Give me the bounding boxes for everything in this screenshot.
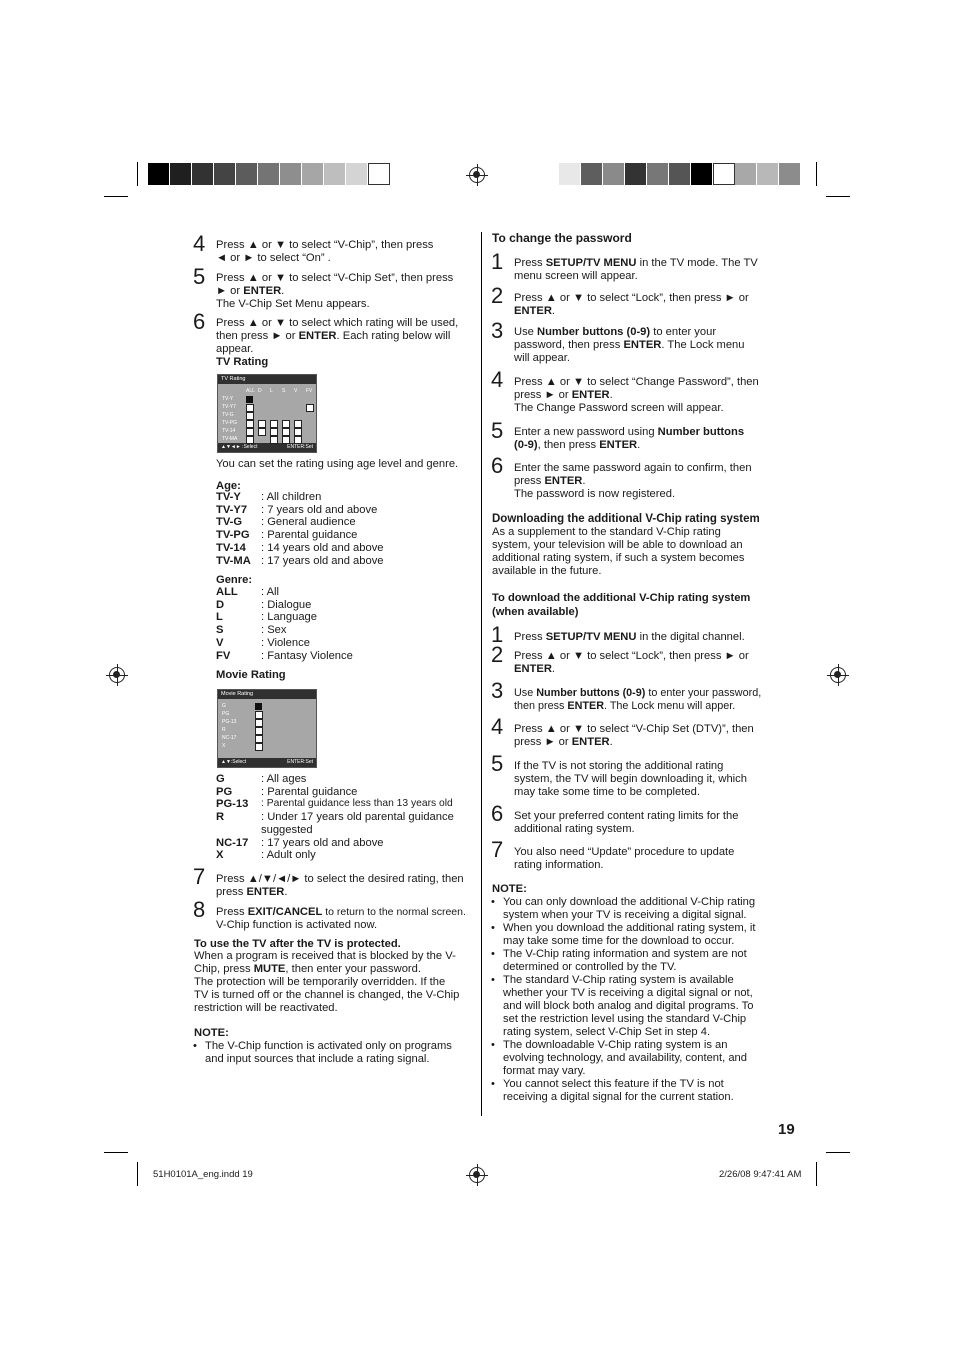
screen-row-label: TV-14 bbox=[222, 428, 236, 434]
screen-row-label: X bbox=[222, 743, 226, 749]
crop-mark bbox=[137, 162, 138, 186]
list-item bbox=[216, 624, 353, 637]
step-text: Press ▲ or ▼ to select “Lock”, then press ► or ENTER. bbox=[514, 292, 749, 317]
footer-file: 51H0101A_eng.indd 19 bbox=[153, 1169, 253, 1180]
note-item: • You cannot select this feature if the TV is not receiving a digital signal for the current station. bbox=[490, 1078, 780, 1104]
list-key: TV-G bbox=[216, 516, 243, 529]
list-item bbox=[216, 637, 353, 650]
lock-icon bbox=[255, 711, 263, 719]
download-heading: Downloading the additional V-Chip rating system bbox=[492, 513, 760, 525]
lock-icon bbox=[282, 420, 290, 428]
step-number: 6 bbox=[491, 453, 504, 478]
list-item bbox=[216, 786, 454, 799]
screen-col-label: S bbox=[282, 388, 286, 394]
lock-icon bbox=[270, 436, 278, 444]
screen-row-label: G bbox=[222, 703, 226, 709]
screen-col-label: D bbox=[258, 388, 262, 394]
screen-footer-select: ▲▼◄► :Select bbox=[221, 444, 258, 450]
color-swatch bbox=[581, 163, 603, 185]
note-item: • You can only download the additional V-Chip rating system when your TV is receiving a digital signal. bbox=[490, 896, 780, 922]
note-heading: NOTE: bbox=[492, 883, 527, 895]
movie-rating-heading: Movie Rating bbox=[216, 669, 286, 681]
step-text: Press ▲ or ▼ to select “Change Password”, then press ► or ENTER. The Change Password screen will appear. bbox=[514, 376, 759, 414]
registration-mark-icon bbox=[469, 1167, 485, 1183]
list-value: : 17 years old and above bbox=[261, 554, 384, 567]
download-body: As a supplement to the standard V-Chip rating system, your television will be able to download an additional rating system, if such a system becomes available in the future. bbox=[492, 526, 745, 577]
screen-row-label: NC-17 bbox=[222, 735, 237, 741]
list-value: : All ages bbox=[261, 773, 307, 785]
lock-icon bbox=[306, 404, 314, 412]
step-text: Press SETUP/TV MENU in the digital channel. bbox=[514, 631, 745, 643]
list-key: G bbox=[216, 773, 225, 785]
lock-icon bbox=[270, 420, 278, 428]
list-item bbox=[216, 516, 384, 529]
note-item: • The standard V-Chip rating system is available whether your TV is receiving a digital signal or not, and will block both analog and digital programs. To set the restriction level using the standard V-Chip rating system, select V-Chip Set in step 4. bbox=[490, 974, 780, 1039]
list-value: : All bbox=[261, 586, 280, 598]
step-number: 4 bbox=[193, 231, 206, 256]
list-value: : Dialogue bbox=[261, 598, 312, 611]
list-value: : Parental guidance less than 13 years old bbox=[261, 798, 453, 810]
list-key: D bbox=[216, 598, 225, 611]
step-number: 7 bbox=[491, 837, 504, 862]
list-value: : Under 17 years old parental guidance bbox=[261, 811, 454, 824]
list-value: : Sex bbox=[261, 624, 287, 637]
crop-mark bbox=[104, 1152, 128, 1153]
list-key: TV-PG bbox=[216, 529, 250, 542]
list-item bbox=[216, 837, 454, 850]
screen-title: Movie Rating bbox=[218, 690, 316, 699]
list-item bbox=[216, 811, 454, 824]
note-item: • The V-Chip function is activated only on programs and input sources that include a rating signal. bbox=[192, 1040, 476, 1066]
color-swatch bbox=[691, 163, 713, 185]
note-item: • The downloadable V-Chip rating system is an evolving technology, and availability, content, and format may vary. bbox=[490, 1039, 780, 1078]
step-text: Press ▲ or ▼ to select which rating will be used, then press ► or ENTER. Each rating below will appear. bbox=[216, 317, 459, 355]
screen-footer-set: ENTER:Set bbox=[287, 759, 313, 765]
age-list bbox=[216, 491, 384, 567]
list-item bbox=[216, 529, 384, 542]
footer-timestamp: 2/26/08 9:47:41 AM bbox=[719, 1169, 802, 1180]
step-number: 6 bbox=[193, 309, 206, 334]
step-text: Enter the same password again to confirm, then press ENTER. The password is now registered. bbox=[514, 462, 752, 500]
color-swatch bbox=[779, 163, 801, 185]
color-swatch bbox=[603, 163, 625, 185]
list-item bbox=[216, 611, 353, 624]
protected-body: When a program is received that is blocked by the V- Chip, press MUTE, then enter your password. The protection will be temporarily overridden. If the TV is turned off or the channel is changed, the V-Chip restriction will be reactivated. bbox=[194, 950, 460, 1014]
note-list bbox=[490, 896, 780, 1104]
color-swatch bbox=[236, 163, 258, 185]
screen-row-label: TV-G bbox=[222, 412, 234, 418]
genre-list bbox=[216, 586, 353, 662]
list-value: : Language bbox=[261, 611, 317, 624]
step-number: 4 bbox=[491, 714, 504, 739]
screen-col-label: V bbox=[294, 388, 298, 394]
list-value: : 7 years old and above bbox=[261, 503, 378, 516]
step-text: Set your preferred content rating limits for the additional rating system. bbox=[514, 810, 739, 835]
step-number: 3 bbox=[491, 678, 504, 703]
note-item: • When you download the additional rating system, it may take some time for the download to occur. bbox=[490, 922, 780, 948]
list-key: TV-Y bbox=[216, 491, 241, 503]
tv-rating-screen bbox=[217, 374, 317, 453]
left-color-bar bbox=[148, 163, 390, 185]
screen-row-label: TV-MA bbox=[222, 436, 238, 442]
color-swatch bbox=[735, 163, 757, 185]
list-key bbox=[216, 824, 261, 837]
step-text: Press EXIT/CANCEL to return to the normal screen. V-Chip function is activated now. bbox=[216, 906, 466, 931]
step-number: 1 bbox=[491, 622, 504, 647]
list-key: FV bbox=[216, 649, 231, 662]
list-value: : Violence bbox=[261, 636, 310, 649]
list-item bbox=[216, 650, 353, 663]
tv-rating-heading: TV Rating bbox=[216, 356, 269, 368]
step-text: Enter a new password using Number buttons (0-9), then press ENTER. bbox=[514, 426, 745, 451]
list-key: L bbox=[216, 611, 223, 624]
note-item: • The V-Chip rating information and system are not determined or controlled by the TV. bbox=[490, 948, 780, 974]
lock-icon bbox=[246, 436, 254, 444]
crop-mark bbox=[826, 1152, 850, 1153]
change-password-heading: To change the password bbox=[492, 231, 632, 245]
list-key: PG-13 bbox=[216, 798, 249, 811]
movie-rating-screen bbox=[217, 689, 317, 768]
registration-mark-icon bbox=[469, 167, 485, 183]
color-swatch bbox=[647, 163, 669, 185]
screen-col-label: L bbox=[270, 388, 273, 394]
registration-mark-icon bbox=[109, 667, 125, 683]
color-swatch bbox=[324, 163, 346, 185]
note-list bbox=[192, 1040, 476, 1066]
color-swatch bbox=[148, 163, 170, 185]
age-heading: Age: bbox=[216, 480, 241, 492]
step-number: 1 bbox=[491, 249, 504, 274]
list-key: ALL bbox=[216, 586, 238, 598]
selection-square bbox=[255, 703, 262, 710]
column-divider bbox=[481, 232, 482, 1116]
step-number: 5 bbox=[193, 264, 206, 289]
step-text: Press ▲/▼/◄/► to select the desired rating, then press ENTER. bbox=[216, 873, 464, 898]
lock-icon bbox=[255, 719, 263, 727]
color-swatch bbox=[713, 163, 735, 185]
lock-icon bbox=[255, 743, 263, 751]
lock-icon bbox=[255, 735, 263, 743]
screen-footer-select: ▲▼:Select bbox=[221, 759, 247, 765]
list-item bbox=[216, 824, 454, 837]
list-value: suggested bbox=[261, 823, 313, 836]
color-swatch bbox=[625, 163, 647, 185]
color-swatch bbox=[214, 163, 236, 185]
color-swatch bbox=[368, 163, 390, 185]
protected-heading: To use the TV after the TV is protected. bbox=[194, 938, 401, 950]
color-swatch bbox=[280, 163, 302, 185]
color-swatch bbox=[757, 163, 779, 185]
list-item bbox=[216, 586, 353, 599]
lock-icon bbox=[246, 428, 254, 436]
list-item bbox=[216, 849, 454, 862]
list-value: : Parental guidance bbox=[261, 529, 358, 542]
screen-row-label: PG-13 bbox=[222, 719, 237, 725]
lock-icon bbox=[255, 727, 263, 735]
crop-mark bbox=[104, 196, 128, 197]
list-value: : Adult only bbox=[261, 849, 316, 862]
movie-list bbox=[216, 773, 454, 862]
list-value: : 14 years old and above bbox=[261, 541, 384, 554]
download-steps-heading: To download the additional V-Chip rating system (when available) bbox=[492, 592, 751, 618]
lock-icon bbox=[294, 428, 302, 436]
list-key: TV-MA bbox=[216, 554, 251, 567]
list-item bbox=[216, 798, 454, 811]
step-text: Press ▲ or ▼ to select “V-Chip Set (DTV)”, then press ► or ENTER. bbox=[514, 723, 754, 748]
list-item bbox=[216, 504, 384, 517]
crop-mark bbox=[816, 162, 817, 186]
step-number: 2 bbox=[491, 642, 504, 667]
step-number: 5 bbox=[491, 751, 504, 776]
list-key: PG bbox=[216, 785, 233, 798]
step-text: Press ▲ or ▼ to select “V-Chip Set”, then press ► or ENTER. The V-Chip Set Menu appears. bbox=[216, 272, 454, 310]
step-number: 5 bbox=[491, 418, 504, 443]
screen-row-label: TV-Y bbox=[222, 396, 234, 402]
genre-heading: Genre: bbox=[216, 574, 253, 586]
list-value: : General audience bbox=[261, 516, 356, 529]
tv-rating-caption: You can set the rating using age level and genre. bbox=[216, 458, 459, 470]
step-text: You also need “Update” procedure to update rating information. bbox=[514, 846, 735, 871]
lock-icon bbox=[282, 428, 290, 436]
list-key: TV-14 bbox=[216, 541, 246, 554]
color-swatch bbox=[258, 163, 280, 185]
screen-row-label: R bbox=[222, 727, 226, 733]
list-item bbox=[216, 773, 454, 786]
lock-icon bbox=[270, 428, 278, 436]
registration-mark-icon bbox=[830, 667, 846, 683]
lock-icon bbox=[294, 420, 302, 428]
list-value: : Fantasy Violence bbox=[261, 649, 353, 662]
list-key: V bbox=[216, 636, 224, 649]
step-text: Press ▲ or ▼ to select “Lock”, then press ► or ENTER. bbox=[514, 650, 749, 675]
color-swatch bbox=[302, 163, 324, 185]
step-text: Press ▲ or ▼ to select “V-Chip”, then press ◄ or ► to select “On” . bbox=[216, 239, 434, 264]
selection-square bbox=[246, 396, 253, 403]
color-swatch bbox=[192, 163, 214, 185]
lock-icon bbox=[258, 428, 266, 436]
screen-col-label: FV bbox=[306, 388, 313, 394]
step-number: 7 bbox=[193, 864, 206, 889]
list-key: TV-Y7 bbox=[216, 503, 248, 516]
list-value: : All children bbox=[261, 491, 322, 503]
lock-icon bbox=[246, 420, 254, 428]
list-item bbox=[216, 542, 384, 555]
list-key: R bbox=[216, 811, 225, 824]
crop-mark bbox=[826, 196, 850, 197]
lock-icon bbox=[282, 436, 290, 444]
list-value: : Parental guidance bbox=[261, 785, 358, 798]
list-key: X bbox=[216, 849, 224, 862]
list-value: : 17 years old and above bbox=[261, 836, 384, 849]
color-swatch bbox=[669, 163, 691, 185]
lock-icon bbox=[246, 404, 254, 412]
list-item bbox=[216, 491, 384, 504]
step-text: Use Number buttons (0-9) to enter your password, then press ENTER. The Lock menu will appear. bbox=[514, 326, 745, 364]
right-color-bar bbox=[559, 163, 801, 185]
step-text: Press SETUP/TV MENU in the TV mode. The TV menu screen will appear. bbox=[514, 257, 758, 282]
page-number: 19 bbox=[778, 1121, 795, 1138]
step-number: 8 bbox=[193, 897, 206, 922]
list-item bbox=[216, 555, 384, 568]
crop-mark bbox=[816, 1162, 817, 1186]
crop-mark bbox=[137, 1162, 138, 1186]
screen-row-label: TV-PG bbox=[222, 420, 238, 426]
screen-col-label: ALL bbox=[246, 388, 255, 394]
step-number: 6 bbox=[491, 801, 504, 826]
step-text: Use Number buttons (0-9) to enter your password, then press ENTER. The Lock menu will apper. bbox=[514, 687, 762, 712]
list-item bbox=[216, 599, 353, 612]
step-number: 4 bbox=[491, 367, 504, 392]
color-swatch bbox=[559, 163, 581, 185]
screen-footer-set: ENTER:Set bbox=[287, 444, 313, 450]
screen-row-label: TV-Y7 bbox=[222, 404, 236, 410]
lock-icon bbox=[294, 436, 302, 444]
step-number: 3 bbox=[491, 318, 504, 343]
lock-icon bbox=[246, 412, 254, 420]
step-number: 2 bbox=[491, 283, 504, 308]
screen-title: TV Rating bbox=[218, 375, 316, 384]
list-key: S bbox=[216, 624, 224, 637]
step-text: If the TV is not storing the additional rating system, the TV will begin downloading it, which may take some time to be completed. bbox=[514, 760, 747, 798]
list-key: NC-17 bbox=[216, 836, 249, 849]
screen-row-label: PG bbox=[222, 711, 230, 717]
lock-icon bbox=[258, 420, 266, 428]
note-heading: NOTE: bbox=[194, 1027, 229, 1039]
color-swatch bbox=[170, 163, 192, 185]
color-swatch bbox=[346, 163, 368, 185]
